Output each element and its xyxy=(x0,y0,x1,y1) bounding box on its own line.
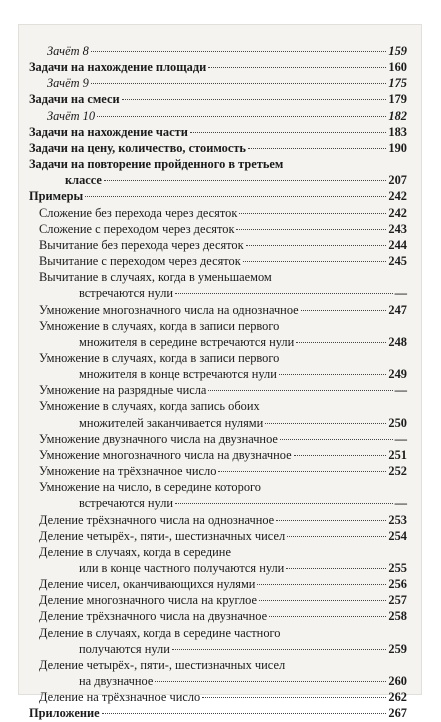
toc-entry[interactable] xyxy=(29,59,407,75)
toc-entry-text: Умножение на трёхзначное число xyxy=(39,464,217,479)
page-number: 160 xyxy=(388,60,407,75)
page-number: 248 xyxy=(388,334,407,349)
dot-leader xyxy=(91,83,387,84)
toc-entry[interactable] xyxy=(29,512,407,528)
toc-entry[interactable] xyxy=(29,75,407,91)
dot-leader xyxy=(286,568,386,569)
book-page xyxy=(19,25,421,721)
page-number: 207 xyxy=(388,173,407,188)
toc-entry-text: Деление трёхзначного числа на однозначное xyxy=(39,512,275,527)
page-number: — xyxy=(394,496,407,511)
toc-entry[interactable] xyxy=(29,253,407,269)
toc-entry-text: Задачи на смеси xyxy=(29,92,120,107)
toc-entry[interactable] xyxy=(29,528,407,544)
page-number: 250 xyxy=(388,415,407,430)
toc-entry[interactable] xyxy=(29,188,407,204)
toc-entry[interactable] xyxy=(29,495,407,511)
dot-leader xyxy=(265,423,386,424)
toc-entry-text: Деление в случаях, когда в середине xyxy=(39,544,231,559)
toc-entry[interactable] xyxy=(29,205,407,221)
table-of-contents xyxy=(29,43,407,722)
toc-entry-continuation: получаются нули xyxy=(79,641,170,656)
page-number: 251 xyxy=(388,447,407,462)
toc-entry-text: Деление трёхзначного числа на двузначное xyxy=(39,609,268,624)
toc-entry-text: Примеры xyxy=(29,189,84,204)
toc-entry-text: Умножение в случаях, когда в записи первого xyxy=(39,350,280,365)
dot-leader xyxy=(301,310,387,311)
toc-entry[interactable] xyxy=(29,415,407,431)
dot-leader xyxy=(172,649,387,650)
toc-entry-text: Деление многозначного числа на круглое xyxy=(39,593,258,608)
dot-leader xyxy=(97,116,386,117)
page-number: 256 xyxy=(388,577,407,592)
dot-leader xyxy=(296,342,386,343)
dot-leader xyxy=(175,293,393,294)
page-number: 242 xyxy=(388,205,407,220)
toc-entry[interactable] xyxy=(29,705,407,721)
toc-entry[interactable] xyxy=(29,221,407,237)
toc-entry[interactable] xyxy=(29,673,407,689)
toc-entry-text: Деление четырёх-, пяти-, шестизначных чисел xyxy=(39,657,286,672)
toc-entry[interactable] xyxy=(29,172,407,188)
toc-entry-text: Вычитание в случаях, когда в уменьшаемом xyxy=(39,270,272,285)
toc-entry[interactable] xyxy=(29,592,407,608)
toc-entry[interactable] xyxy=(29,366,407,382)
page-number: 190 xyxy=(388,140,407,155)
toc-entry-text: Деление четырёх-, пяти-, шестизначных чисел xyxy=(39,528,286,543)
toc-entry-continuation: встречаются нули xyxy=(79,286,174,301)
toc-entry-text: Зачёт 10 xyxy=(47,108,96,123)
page-number: 242 xyxy=(388,189,407,204)
toc-entry-text: Деление на трёхзначное число xyxy=(39,690,201,705)
dot-leader xyxy=(276,520,386,521)
page-number: 243 xyxy=(388,221,407,236)
toc-entry-continuation: на двузначное xyxy=(79,674,154,689)
toc-entry-continuation: классе xyxy=(65,173,102,188)
dot-leader xyxy=(294,455,387,456)
toc-entry-continuation: множителя в середине встречаются нули xyxy=(79,334,295,349)
toc-entry[interactable] xyxy=(29,463,407,479)
page-number: 179 xyxy=(388,92,407,107)
page-number: 257 xyxy=(388,593,407,608)
toc-entry-text: Задачи на нахождение площади xyxy=(29,60,207,75)
dot-leader xyxy=(218,471,386,472)
toc-entry[interactable] xyxy=(29,140,407,156)
toc-entry-text: Умножение на число, в середине которого xyxy=(39,480,261,495)
dot-leader xyxy=(208,390,392,391)
toc-entry[interactable] xyxy=(29,431,407,447)
page-number: 175 xyxy=(388,76,407,91)
toc-entry-text: Зачёт 8 xyxy=(47,44,89,58)
page-number: — xyxy=(394,431,407,446)
dot-leader xyxy=(287,536,386,537)
dot-leader xyxy=(175,503,393,504)
toc-entry[interactable] xyxy=(29,608,407,624)
toc-entry-text: Сложение без перехода через десяток xyxy=(39,205,238,220)
toc-entry-text: Сложение с переходом через десяток xyxy=(39,221,235,236)
dot-leader xyxy=(236,229,386,230)
dot-leader xyxy=(280,439,393,440)
toc-entry[interactable] xyxy=(29,447,407,463)
toc-entry[interactable] xyxy=(29,91,407,107)
toc-entry-continuation: встречаются нули xyxy=(79,496,174,511)
toc-entry[interactable] xyxy=(29,43,407,59)
toc-entry[interactable] xyxy=(29,237,407,253)
dot-leader xyxy=(104,180,386,181)
page-number: — xyxy=(394,286,407,301)
toc-entry[interactable] xyxy=(29,576,407,592)
dot-leader xyxy=(155,681,386,682)
toc-entry[interactable] xyxy=(29,641,407,657)
page-number: 262 xyxy=(388,690,407,705)
toc-entry-text: Деление в случаях, когда в середине частного xyxy=(39,625,281,640)
dot-leader xyxy=(91,51,387,52)
page-number: 259 xyxy=(388,641,407,656)
toc-entry-text: Умножение в случаях, когда запись обоих xyxy=(39,399,260,414)
dot-leader xyxy=(208,67,386,68)
dot-leader xyxy=(239,213,386,214)
toc-entry[interactable] xyxy=(29,108,407,124)
dot-leader xyxy=(246,245,387,246)
toc-entry[interactable] xyxy=(29,302,407,318)
page-number: 253 xyxy=(388,512,407,527)
page-number: 255 xyxy=(388,561,407,575)
dot-leader xyxy=(243,261,387,262)
toc-entry-text: Задачи на нахождение части xyxy=(29,124,188,139)
toc-entry-text: Умножение на разрядные числа xyxy=(39,383,207,398)
dot-leader xyxy=(85,196,386,197)
dot-leader xyxy=(122,99,387,100)
toc-entry[interactable] xyxy=(29,560,407,576)
page-number: 244 xyxy=(388,237,407,252)
toc-entry-continuation: множителя в конце встречаются нули xyxy=(79,367,277,382)
page-number: 254 xyxy=(388,528,407,543)
dot-leader xyxy=(202,697,386,698)
toc-entry-continuation: множителей заканчивается нулями xyxy=(79,415,264,430)
page-number: 267 xyxy=(388,706,407,721)
toc-entry-text: Деление чисел, оканчивающихся нулями xyxy=(39,577,256,592)
toc-entry[interactable] xyxy=(29,382,407,398)
toc-entry-text: Задачи на повторение пройденного в третьем xyxy=(29,157,284,172)
page-number: 245 xyxy=(388,254,407,269)
page-number: 159 xyxy=(388,44,407,58)
toc-entry-text: Вычитание без перехода через десяток xyxy=(39,237,244,252)
dot-leader xyxy=(190,132,387,133)
toc-entry-text: Умножение в случаях, когда в записи первого xyxy=(39,318,280,333)
dot-leader xyxy=(269,616,386,617)
dot-leader xyxy=(248,148,386,149)
toc-entry[interactable] xyxy=(29,285,407,301)
page-number: 247 xyxy=(388,302,407,317)
page-number: — xyxy=(394,383,407,398)
toc-entry[interactable] xyxy=(29,689,407,705)
toc-entry-continuation: или в конце частного получаются нули xyxy=(79,561,285,575)
toc-entry-text: Задачи на цену, количество, стоимость xyxy=(29,140,246,155)
page-number: 252 xyxy=(388,464,407,479)
dot-leader xyxy=(259,600,386,601)
toc-entry-text: Умножение двузначного числа на двузначное xyxy=(39,431,278,446)
page-number: 260 xyxy=(388,674,407,689)
dot-leader xyxy=(102,713,387,714)
dot-leader xyxy=(257,584,386,585)
page-number: 249 xyxy=(388,367,407,382)
toc-entry[interactable] xyxy=(29,124,407,140)
toc-entry-text: Зачёт 9 xyxy=(47,76,89,91)
page-number: 183 xyxy=(388,124,407,139)
toc-entry[interactable] xyxy=(29,334,407,350)
page-number: 182 xyxy=(388,108,407,123)
toc-entry-text: Вычитание с переходом через десяток xyxy=(39,254,241,269)
toc-entry-text: Приложение xyxy=(29,706,100,721)
toc-entry-text: Умножение многозначного числа на однозначное xyxy=(39,302,299,317)
page-number: 258 xyxy=(388,609,407,624)
toc-entry-text: Умножение многозначного числа на двузначное xyxy=(39,447,292,462)
dot-leader xyxy=(279,374,387,375)
